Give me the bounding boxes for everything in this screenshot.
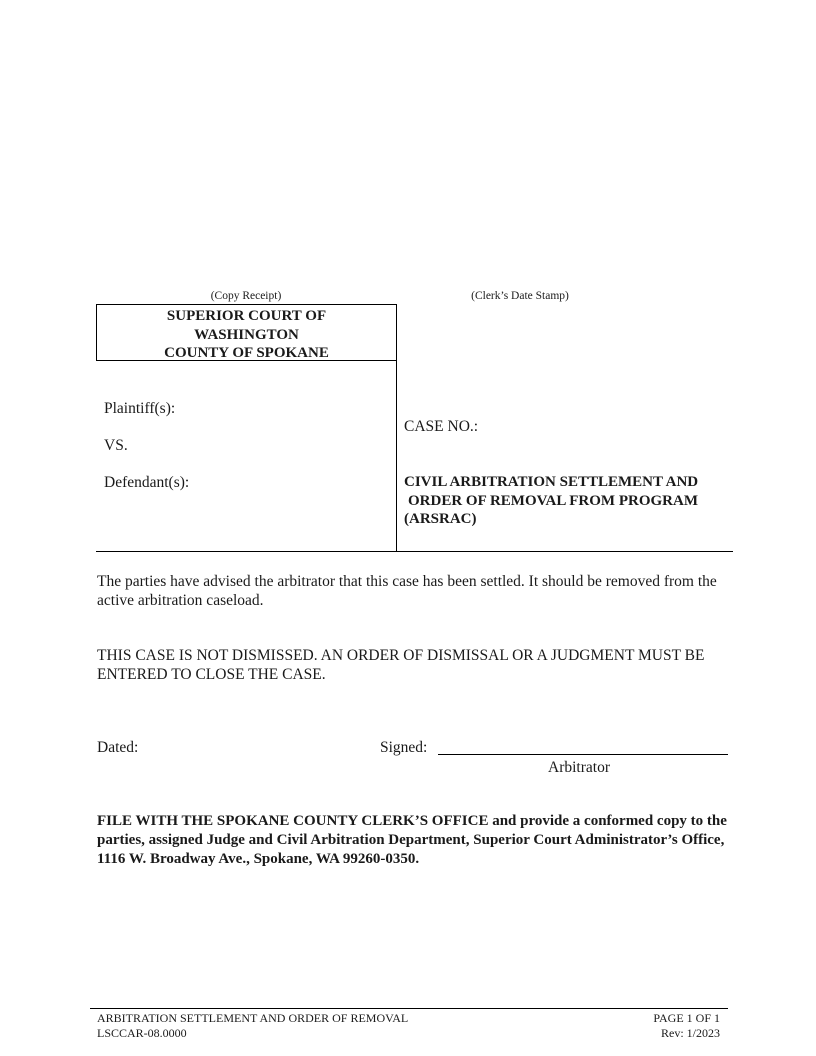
- settlement-paragraph: The parties have advised the arbitrator that this case has been settled. It should be removed from the active arbitration caseload.: [97, 573, 717, 609]
- court-line-3: COUNTY OF SPOKANE: [164, 345, 329, 361]
- footer-rule: [90, 1008, 728, 1009]
- clerk-date-stamp-label: (Clerk’s Date Stamp): [471, 290, 569, 302]
- caption-divider-vertical: [396, 359, 397, 551]
- arbitrator-label: Arbitrator: [548, 759, 610, 776]
- dated-label: Dated:: [97, 739, 139, 756]
- document-title-line-2: ORDER OF REMOVAL FROM PROGRAM: [408, 492, 698, 509]
- signature-line: [438, 754, 728, 755]
- case-number-label: CASE NO.:: [404, 418, 479, 435]
- footer-form-title: ARBITRATION SETTLEMENT AND ORDER OF REMOVAL: [97, 1011, 409, 1025]
- copy-receipt-label: (Copy Receipt): [210, 290, 282, 302]
- document-title-line-3: (ARSRAC): [404, 511, 477, 527]
- signed-label: Signed:: [380, 739, 428, 756]
- footer-page-number: PAGE 1 OF 1: [653, 1011, 720, 1025]
- footer-left: [97, 1011, 408, 1041]
- not-dismissed-notice: THIS CASE IS NOT DISMISSED. AN ORDER OF DISMISSAL OR A JUDGMENT MUST BE ENTERED TO CLOSE THE CASE.: [97, 647, 705, 683]
- court-name-box: [96, 304, 397, 361]
- document-title: [404, 473, 698, 529]
- plaintiff-label: Plaintiff(s):: [104, 400, 176, 417]
- court-line-1: SUPERIOR COURT OF: [166, 308, 327, 324]
- caption-divider-horizontal: [96, 551, 733, 552]
- footer-right: [612, 1011, 720, 1041]
- footer-revision: Rev: 1/2023: [661, 1026, 720, 1040]
- court-line-2: WASHINGTON: [194, 326, 299, 343]
- defendant-label: Defendant(s):: [104, 474, 190, 491]
- footer-form-code: LSCCAR-08.0000: [97, 1026, 187, 1040]
- document-title-line-1: CIVIL ARBITRATION SETTLEMENT AND: [404, 474, 699, 490]
- versus-label: VS.: [104, 437, 128, 454]
- filing-instructions: FILE WITH THE SPOKANE COUNTY CLERK’S OFFICE and provide a conformed copy to the parties, assigned Judge and Civil Arbitration Department, Superior Court Administrator’s Office, 1116 W. Broadway Ave., Spokane, WA 99260-0350.: [97, 813, 727, 867]
